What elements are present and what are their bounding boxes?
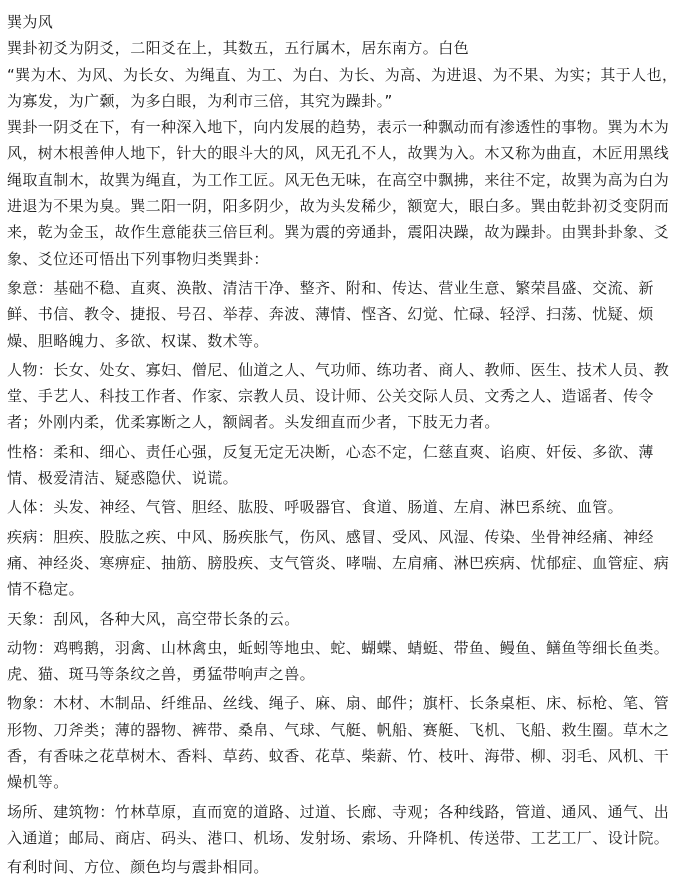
description-paragraph: 巽卦一阴爻在下，有一种深入地下，向内发展的趋势，表示一种飘动而有渗透性的事物。巽为木为风，树木根善伸人地下，针大的眼斗大的风，风无孔不人，故巽为入。木又称为曲直，木匠用黑线绳取直制木，故巽为绳直，为工作工匠。风无色无味，在高空中飘拂，来往不定，故巽为高为白为进退为不果为臭。巽二阳一阴，阳多阴少，故为头发稀少，额宽大，眼白多。巽由乾卦初爻变阴而来，乾为金玉，故作生意能获三倍巨利。巽为震的旁通卦，震阳决躁，故为躁卦。由巽卦卦象、爻象、爻位还可悟出下列事物归类巽卦： (7, 118, 670, 268)
section-renti: 人体：头发、神经、气管、胆经、肱股、呼吸器官、食道、肠道、左肩、淋巴系统、血管。 (7, 498, 624, 517)
quote-paragraph: “巽为木、为风、为长女、为绳直、为工、为白、为长、为高、为进退、为不果、为实；其于人也，为寡发，为广颡，为多白眼，为利市三倍，其究为躁卦。” (7, 65, 678, 110)
section-dongwu: 动物：鸡鸭鹅，羽禽、山林禽虫，蚯蚓等地虫、蛇、蝴蝶、蜻蜓、带鱼、鳗鱼、鳝鱼等细长鱼类。虎、猫、斑马等条纹之兽，勇猛带响声之兽。 (7, 638, 670, 684)
section-changsuo: 场所、建筑物：竹林草原，直而宽的道路、过道、长廊、寺观；各种线路，管道、通风、通气、出入通道；邮局、商店、码头、港口、机场、发射场、索场、升降机、传送带、工艺工厂、设计院。 (7, 802, 670, 847)
section-renwu: 人物：长女、处女、寡妇、僧尼、仙道之人、气功师、练功者、商人、教师、医生、技术人员、教堂、手艺人、科技工作者、作家、宗教人员、设计师、公关交际人员、文秀之人、造谣者、传令者；外刚内柔，优柔寡断之人，额阔者。头发细直而少者，下肢无力者。 (7, 360, 670, 432)
intro-paragraph: 巽卦初爻为阴爻，二阳爻在上，其数五，五行属木，居东南方。白色 (7, 39, 470, 58)
section-tianxiang: 天象：刮风，各种大风，高空带长条的云。 (7, 609, 300, 628)
section-jibing: 疾病：胆疾、股肱之疾、中风、肠疾胀气，伤风、感冒、受风、风湿、传染、坐骨神经痛、神经痛、神经炎、寒痹症、抽筋、膀股疾、支气管炎、哮喘、左肩痛、淋巴疾病、忧郁症、血管症、病情不稳定。 (7, 527, 670, 599)
section-xingge: 性格：柔和、细心、责任心强，反复无定无决断，心态不定，仁慈直爽、谄庾、奸佞、多欲、薄情、极爱清洁、疑惑隐伏、说谎。 (7, 442, 654, 488)
document-title: 巽为风 (7, 13, 54, 31)
section-xiangyi: 象意：基础不稳、直爽、涣散、清洁干净、整齐、附和、传达、营业生意、繁荣昌盛、交流、新鲜、书信、教令、捷报、号召、举荐、奔波、薄情、悭吝、幻觉、忙碌、轻浮、扫荡、忧疑、烦燥、胆略魄力、多欲、权谋、数术等。 (7, 278, 654, 350)
section-youli: 有利时间、方位、颜色均与震卦相同。 (7, 858, 269, 877)
section-wuxiang: 物象：木材、木制品、纤维品、丝线、绳子、麻、扇、邮件；旗杆、长条桌柜、床、标枪、笔、管形物、刀斧类；薄的器物、裤带、桑帛、气球、气艇、帆船、赛艇、飞机、飞船、救生圈。草木之香，有香味之花草树木、香料、草药、蚊香、花草、柴薪、竹、枝叶、海带、柳、羽毛、风机、干燥机等。 (7, 694, 670, 792)
